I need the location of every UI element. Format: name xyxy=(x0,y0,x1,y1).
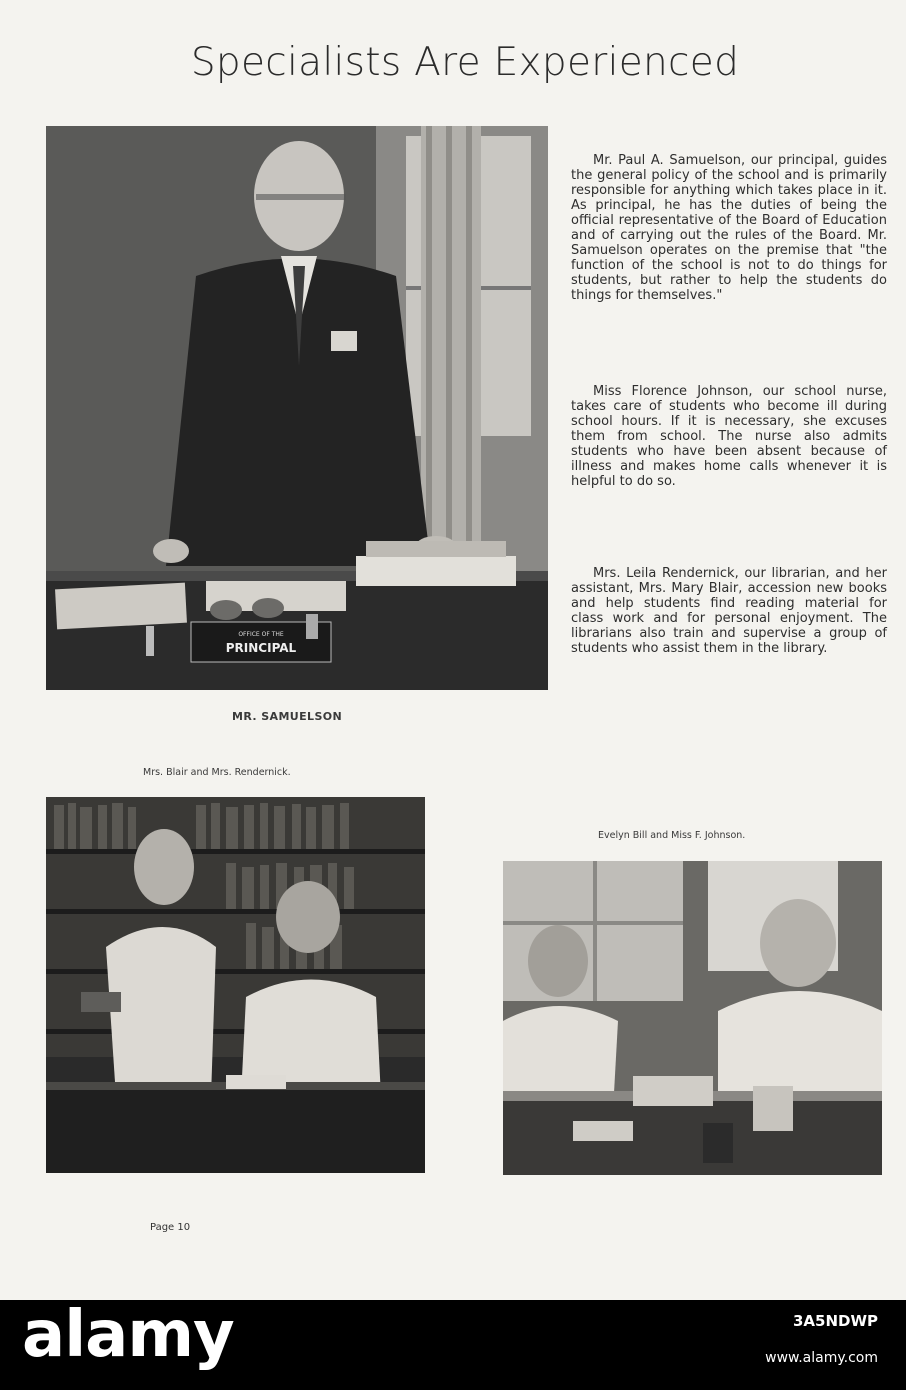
principal-paragraph: Mr. Paul A. Samuelson, our principal, guides the general policy of the school and is primarily responsible for anything which takes place in it. As principal, he has the duties of being the official representative of the Board of Education and of carrying out the rules of the Board. Mr. Samuelson operates on the premise that "the function of the school is not to do things for students, but rather to help the students do things for themselves." xyxy=(571,153,887,303)
librarian-paragraph: Mrs. Leila Rendernick, our librarian, and her assistant, Mrs. Mary Blair, accession new books and help students find reading material for class work and for personal enjoyment. The librarians also train and supervise a group of students who assist them in the library. xyxy=(571,566,887,656)
library-photo xyxy=(46,797,425,1173)
nurse-paragraph: Miss Florence Johnson, our school nurse, takes care of students who become ill during school hours. If it is necessary, she excuses them from school. The nurse also admits students who have been absent because of illness and makes home calls whenever it is helpful to do so. xyxy=(571,384,887,489)
watermark-image-id: 3A5NDWP xyxy=(792,1312,878,1330)
watermark-logo: alamy xyxy=(22,1298,234,1372)
principal-photo xyxy=(46,126,548,690)
page-number: Page 10 xyxy=(150,1222,191,1233)
library-photo-caption: Mrs. Blair and Mrs. Rendernick. xyxy=(143,767,291,778)
principal-photo-caption: MR. SAMUELSON xyxy=(232,710,343,723)
nurse-photo xyxy=(503,861,882,1175)
desk-sign-line2: PRINCIPAL xyxy=(225,641,297,655)
page-title: Specialists Are Experienced xyxy=(190,40,740,85)
desk-sign-line1: OFFICE OF THE xyxy=(238,631,284,638)
watermark-url: www.alamy.com xyxy=(765,1350,878,1366)
nurse-photo-caption: Evelyn Bill and Miss F. Johnson. xyxy=(598,830,746,841)
